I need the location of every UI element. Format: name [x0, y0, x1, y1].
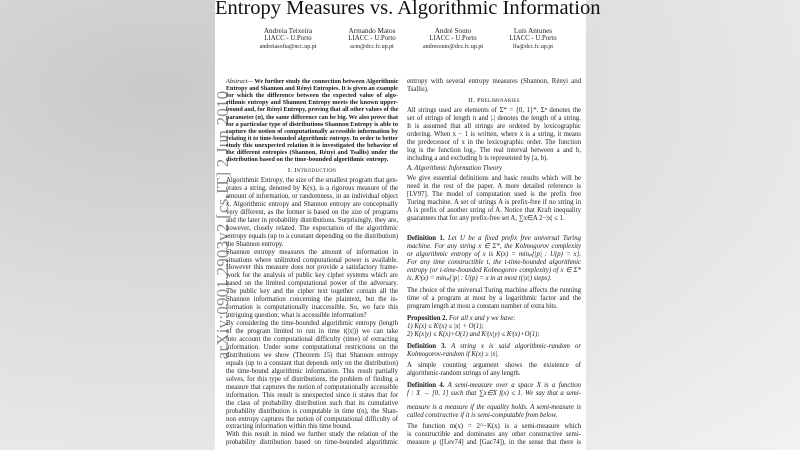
- text-line: [226, 264, 398, 272]
- text-line: [226, 408, 398, 416]
- text-line: [226, 344, 398, 352]
- line-text: f : X → [0, 1] such that ∑x∈X f(x) ≤ 1. We say that a semi-: [407, 390, 581, 397]
- line-text: The function m(x) = 2^−K(x) is a semi-measure which: [407, 423, 581, 430]
- text-line: [407, 191, 581, 199]
- line-text: Tsallis).: [407, 86, 429, 93]
- line-text: rithmic entropy and Shannon Entropy meets the known upper-: [226, 99, 398, 107]
- line-text: for a particular type of distributions Shannon Entropy is able to: [226, 120, 398, 128]
- theorem-label: Definition 3.: [407, 343, 447, 350]
- text-line: [407, 147, 581, 155]
- line-text: A. Algorithmic Information Theory: [407, 165, 503, 172]
- text-line: [407, 183, 581, 191]
- line-text: based on the limited computational power of the adversary.: [226, 280, 398, 288]
- line-text: equals (up to a constant that depends only on the distribution): [226, 359, 398, 367]
- text-line: [226, 193, 398, 201]
- text-line: [407, 390, 581, 398]
- line-text: work for the analysis of public key cipher systems which are: [226, 272, 398, 280]
- line-text: the class of probability distribution such that its cumulative: [226, 399, 398, 407]
- text-line: [407, 423, 581, 431]
- line-text: The choice of the universal Turing machine affects the running: [407, 287, 581, 294]
- line-text: We further study the connection between Algorithmic: [252, 78, 399, 85]
- text-line: [407, 86, 581, 94]
- author-name: Andreia Teixeira: [263, 27, 313, 35]
- text-line: [407, 78, 581, 86]
- line-text: For any time constructible t, the t-time-bounded algorithmic: [407, 259, 581, 266]
- text-line: [226, 304, 398, 312]
- line-text: intriguing question: what is accessible information?: [226, 312, 367, 320]
- line-text: guarantees that for any prefix-free set A, ∑x∈A 2−|x| ≤ 1.: [407, 215, 565, 222]
- author-email: acm@dcc.fc.up.pt: [350, 44, 394, 50]
- line-text: A is prefix of another string of A. Notice that Kraft inequality: [407, 207, 581, 214]
- text-line: [407, 131, 581, 139]
- text-line: [407, 362, 581, 370]
- line-text: is constructible and dominates any other constructive semi-: [407, 431, 581, 438]
- line-text: study this unexpected relation it is investigated the behavior of: [226, 141, 398, 149]
- text-line: [226, 217, 398, 225]
- line-text: ordering. When x − 1 is written, where x is a string, it means: [407, 131, 581, 138]
- line-text: I. Introduction: [287, 167, 337, 174]
- line-text: A simple counting argument shows the existence of: [407, 362, 581, 369]
- theorem-label: Definition 1.: [407, 235, 445, 242]
- text-line: [407, 370, 581, 378]
- line-text: need in the rest of the paper. A more detailed reference is: [407, 183, 581, 190]
- line-text: log is the function log₂. The real interval between a and b,: [407, 147, 581, 154]
- line-text: Turing machine. A set of strings A is prefix-free if no string in: [407, 199, 581, 206]
- line-text: capture the notion of computationally accessible information by: [226, 127, 398, 135]
- text-line: [407, 412, 581, 420]
- line-text: probability distribution is computable in time t(n), the Shan-: [226, 407, 398, 415]
- line-text: All strings used are elements of Σ* = {0, 1}*. Σⁿ denotes the: [407, 107, 581, 114]
- text-line: [407, 139, 581, 147]
- author-block: [408, 27, 498, 51]
- text-line: [407, 404, 581, 412]
- line-text: measure μ ([Lev74] and [Gac74]), in the sense that there is: [407, 439, 581, 446]
- line-text: distributions we show (Theorem 15) that Shannon entropy: [226, 351, 398, 359]
- line-text: II. Preliminaries: [468, 97, 520, 104]
- line-text: machine. For any string x ∈ Σ*, the Kolmogorov complexity: [407, 243, 581, 250]
- line-text: x. Algorithmic entropy and Shannon entropy are conceptually: [226, 200, 398, 208]
- author-email: lfa@dcc.fc.up.pt: [512, 44, 553, 50]
- text-line: [226, 328, 398, 336]
- text-line: [226, 156, 398, 164]
- line-text: We give essential definitions and basic results which will be: [407, 175, 581, 182]
- line-text: and the later in probability distributions. Surprisingly, they are,: [226, 216, 398, 224]
- text-line: [407, 382, 581, 390]
- line-text: Let U be a fixed prefix free universal Turing: [444, 235, 581, 242]
- line-text: It is assumed that all strings are ordered by lexicographic: [407, 123, 581, 130]
- theorem-label: Definition 4.: [407, 382, 445, 389]
- text-line: [407, 123, 581, 131]
- author-affiliation: LIACC - U.Porto: [509, 35, 557, 42]
- arxiv-stamp: arXiv:0901.2903v2 [cs.IT] 2 Jun 2010: [213, 90, 232, 360]
- text-line: [407, 155, 581, 163]
- line-text: entropy with several entropy measures (Shannon, Rényi and: [407, 78, 581, 85]
- text-line: [226, 431, 398, 439]
- author-block: [327, 27, 417, 51]
- theorem-label: Proposition 2.: [407, 315, 448, 322]
- text-line: [407, 343, 581, 351]
- text-line: [226, 392, 398, 400]
- line-text: formation is computationally inaccessible. So, we face this: [226, 304, 398, 312]
- author-name: André Souto: [434, 27, 472, 35]
- line-text: probability distribution based on time-bounded algorithmic: [226, 439, 398, 447]
- line-text: into account the computational difficulty (time) of extracting: [226, 336, 398, 343]
- text-line: [407, 287, 581, 295]
- line-text: or algorithmic entropy of x is K(x) = minₚ{|p| : U(p) = x}.: [407, 251, 581, 258]
- text-line: [407, 295, 581, 303]
- text-line: [226, 439, 398, 447]
- text-line: [407, 259, 581, 267]
- line-text: information. Under some computational restrictions on the: [226, 343, 398, 351]
- text-line: [226, 272, 398, 280]
- line-text: of the program limited to run in time t(|x|)) we can take: [226, 328, 398, 336]
- text-line: [226, 416, 398, 424]
- line-text: measure that captures the notion of computationally accessible: [226, 383, 398, 391]
- line-text: the time-bound algorithmic information. This result partially: [226, 367, 398, 375]
- text-line: [407, 431, 581, 439]
- line-text: situations where unlimited computational power is available.: [226, 256, 398, 264]
- text-line: [407, 275, 581, 283]
- line-text: is, Kᵗ(x) = minₚ{|p| : U(p) = x in at most t(|x|) steps}.: [407, 275, 552, 282]
- text-line: [226, 336, 398, 344]
- text-line: [407, 439, 581, 447]
- line-text: the Shannon entropy.: [226, 240, 284, 248]
- line-text: set of strings of length n and |.| denotes the length of a string.: [407, 115, 581, 122]
- author-name: Luís Antunes: [513, 27, 553, 35]
- text-line: [226, 312, 398, 320]
- text-line: [407, 315, 581, 323]
- author-email: andresouto@dcc.fc.up.pt: [422, 44, 483, 50]
- text-line: [226, 225, 398, 233]
- line-text: parameter (α), the same difference can be big. We also prove that: [226, 113, 398, 121]
- text-line: [226, 288, 398, 296]
- line-text: The public key and the cipher text together contain all the: [226, 288, 398, 296]
- line-text: By considering the time-bounded algorithmic entropy (length: [226, 320, 398, 328]
- line-text: bound and, for Rényi Entropy, proving that all other values of the: [226, 106, 399, 114]
- line-text: 2) K(x|y) ≤ K(x)+O(1) and Kᵗ(x|y) ≤ Kᵗ(x)+O(1);: [407, 331, 540, 338]
- line-text: Shannon entropy measures the amount of information in: [226, 248, 398, 256]
- line-text: A string x is said algorithmic-random or: [446, 343, 582, 350]
- text-line: [226, 280, 398, 288]
- paper-title: Entropy Measures vs. Algorithmic Information: [215, 0, 601, 19]
- line-text: Shannon information concerning the plaintext, but the in-: [226, 296, 398, 304]
- section-heading: [407, 97, 581, 105]
- line-text: A semi-measure over a space X is a function: [444, 382, 581, 389]
- text-line: [407, 215, 581, 223]
- text-line: [407, 323, 581, 331]
- text-line: [407, 175, 581, 183]
- text-line: [226, 201, 398, 209]
- text-line: [407, 235, 581, 243]
- text-line: [226, 177, 398, 185]
- text-line: [226, 233, 398, 241]
- line-text: However this measure does not provide a satisfactory frame-: [226, 264, 398, 272]
- text-line: [407, 199, 581, 207]
- line-text: for which the difference between the expected value of algo-: [226, 92, 398, 100]
- line-text: distribution based on the time-bounded algorithmic entropy.: [226, 156, 389, 164]
- author-block: [243, 27, 333, 51]
- line-text: entropy (or t-time-bounded Kolmogorov complexity) of x ∈ Σ*: [407, 267, 581, 274]
- author-name: Armando Matos: [348, 27, 396, 35]
- line-text: algorithmic-random strings of any length.: [407, 370, 521, 377]
- line-text: Entropy and Shannon and Rényi Entropies. It is given an example: [226, 85, 398, 93]
- text-line: [407, 351, 581, 359]
- text-line: [226, 376, 398, 384]
- line-text: information. This result is unexpected since it states that for: [226, 391, 398, 399]
- line-text: the different entropies (Shannon, Rényi and Tsallis) under the: [226, 149, 398, 156]
- line-text: time of a program at most by a logarithmic factor and the: [407, 295, 581, 302]
- text-line: [407, 207, 581, 215]
- text-line: [226, 296, 398, 304]
- line-text: solves, for this type of distributions, the problem of finding a: [226, 375, 398, 383]
- text-line: [407, 107, 581, 115]
- line-text: the predecessor of x in the lexicographic order. The function: [407, 139, 581, 146]
- text-line: [407, 243, 581, 251]
- line-text: 1) K(x) ≤ Kᵗ(x) ≤ |x| + O(1);: [407, 323, 484, 330]
- text-line: [407, 115, 581, 123]
- line-text: however, closely related. The expectation of the algorithmic: [226, 224, 398, 232]
- text-line: [226, 352, 398, 360]
- text-line: [226, 241, 398, 249]
- line-text: extracting information within this time bound.: [226, 423, 352, 431]
- section-heading: [226, 167, 398, 175]
- text-line: [226, 400, 398, 408]
- text-line: [226, 320, 398, 328]
- line-text: Algorithmic Entropy, the size of the smallest program that gen-: [226, 177, 399, 184]
- subsection-heading: [407, 165, 581, 173]
- text-line: [226, 209, 398, 217]
- text-line: [226, 423, 398, 431]
- text-line: [226, 249, 398, 257]
- line-text: measure is a measure if the equality holds. A semi-measure is: [407, 404, 581, 411]
- author-block: [488, 27, 578, 51]
- abstract-label: Abstract—: [226, 78, 253, 85]
- text-line: [407, 267, 581, 275]
- text-line: [407, 331, 581, 339]
- line-text: amount of information, or randomness, in an individual object: [226, 192, 398, 200]
- line-text: non entropy captures the notion of computational difficulty of: [226, 415, 398, 423]
- line-text: erates a string, denoted by K(x), is a rigorous measure of the: [226, 184, 398, 192]
- text-line: [226, 257, 398, 265]
- line-text: [LV97]. The model of computation used is the prefix free: [407, 191, 581, 198]
- line-text: including a and excluding b is represented by [a, b).: [407, 155, 548, 162]
- text-line: [407, 251, 581, 259]
- line-text: entropy equals (up to a constant depending on the distribution): [226, 232, 398, 240]
- author-affiliation: LIACC - U.Porto: [264, 35, 312, 42]
- text-line: [226, 368, 398, 376]
- text-line: [226, 360, 398, 368]
- line-text: relating it to time-bounded algorithmic entropy. In order to better: [226, 134, 398, 142]
- line-text: program length at most a constant number of extra bits.: [407, 303, 558, 310]
- line-text: called constructive if it is semi-computable from below.: [407, 412, 558, 419]
- author-affiliation: LIACC - U.Porto: [348, 35, 396, 42]
- text-line: [407, 303, 581, 311]
- line-text: For all x and y we have:: [447, 315, 516, 322]
- text-line: [226, 384, 398, 392]
- line-text: very different, as the former is based on the size of programs: [226, 208, 398, 216]
- author-affiliation: LIACC - U.Porto: [429, 35, 477, 42]
- line-text: With this result in mind we further study the relation of the: [226, 431, 398, 439]
- line-text: Kolmogorov-random if K(x) ≥ |x|.: [407, 351, 499, 358]
- text-line: [226, 185, 398, 193]
- author-email: andreiasofia@ncc.up.pt: [259, 44, 317, 50]
